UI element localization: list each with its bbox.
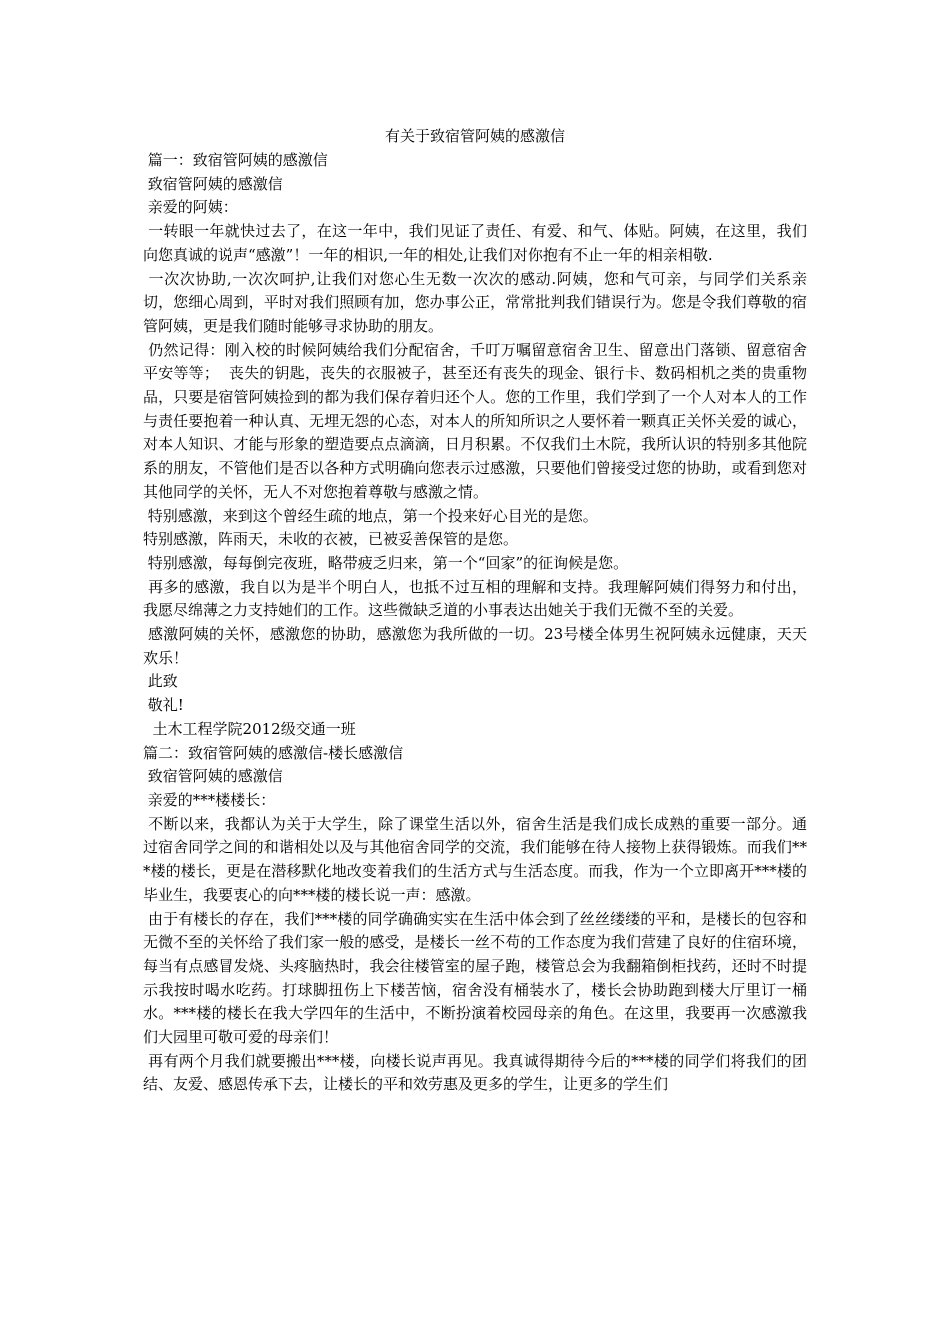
paragraph: 亲爱的阿姨： <box>143 198 238 217</box>
paragraph: 致宿管阿姨的感激信 <box>143 767 283 786</box>
paragraph: 特别感激，来到这个曾经生疏的地点，第一个投来好心目光的是您。 <box>143 506 598 525</box>
paragraph: 由于有楼长的存在，我们***楼的同学确确实实在生活中体会到了丝丝缕缕的平和，是楼长的包容和无微不至的关怀给了我们家一般的感受，是楼长一丝不苟的工作态度为我们营建了良好的住宿环境，每当有点感冒发烧、头疼脑热时，我会往楼管室的屋子跑，楼管总会为我翻箱倒柜找药，还时不时提示我按时喝水吃药。打球脚扭伤上下楼苦恼，宿舍没有桶装水了，楼长会协助跑到楼大厅里订一桶水。***楼的楼长在我大学四年的生活中，不断扮演着校园母亲的角色。在这里，我要再一次感激我们大园里可敬可爱的母亲们！ <box>143 909 807 1047</box>
paragraph: 一次次协助,一次次呵护,让我们对您心生无数一次次的感动.阿姨，您和气可亲，与同学们关系亲切，您细心周到，平时对我们照顾有加，您办事公正，常常批判我们错误行为。您是令我们尊敬的宿管阿姨，更是我们随时能够寻求协助的朋友。 <box>143 269 807 335</box>
closing-line: 此致 <box>143 672 178 691</box>
signature-line: 土木工程学院2012级交通一班 <box>143 719 356 738</box>
closing-line: 敬礼! <box>143 696 184 715</box>
paragraph: 亲爱的***楼楼长： <box>143 790 276 809</box>
paragraph: 特别感激，阵雨天，未收的衣被，已被妥善保管的是您。 <box>143 530 519 549</box>
paragraph: 再有两个月我们就要搬出***楼，向楼长说声再见。我真诚得期待今后的***楼的同学们将我们的团结、友爱、感恩传承下去，让楼长的平和效劳惠及更多的学生，让更多的学生们 <box>143 1051 807 1094</box>
paragraph: 一转眼一年就快过去了，在这一年中，我们见证了责任、有爱、和气、体贴。阿姨，在这里，我们向您真诚的说声“感激”！一年的相识,一年的相处,让我们对你抱有不止一年的相亲相敬. <box>143 222 807 264</box>
paragraph: 再多的感激，我自以为是半个明白人，也抵不过互相的理解和支持。我理解阿姨们得努力和付出，我愿尽绵薄之力支持她们的工作。这些微缺乏道的小事表达出她关于我们无微不至的关爱。 <box>143 577 807 620</box>
paragraph: 篇一：致宿管阿姨的感激信 <box>143 151 328 169</box>
document-title: 有关于致宿管阿姨的感激信 <box>384 127 565 145</box>
paragraph: 不断以来，我都认为关于大学生，除了课堂生活以外，宿舍生活是我们成长成熟的重要一部分。通过宿舍同学之间的和谐相处以及与其他宿舍同学的交流，我们能够在待人接物上获得锻炼。而我们***楼的楼长，更是在潜移默化地改变着我们的生活方式与生活态度。而我，作为一个立即离开***楼的毕业生，我要衷心的向***楼的楼长说一声：感激。 <box>143 814 807 904</box>
paragraph: 致宿管阿姨的感激信 <box>143 174 283 193</box>
section-heading: 篇二：致宿管阿姨的感激信-楼长感激信 <box>143 743 404 762</box>
paragraph: 特别感激，每每倒完夜班，略带疲乏归来，第一个“回家”的征询候是您。 <box>143 553 629 572</box>
document-body <box>143 149 807 1097</box>
paragraph: 仍然记得：刚入校的时候阿姨给我们分配宿舍，千叮万嘱留意宿舍卫生、留意出门落锁、留意宿舍平安等等； 丧失的钥匙，丧失的衣服被子，甚至还有丧失的现金、银行卡、数码相机之类的贵重物品，只要是宿管阿姨捡到的都为我们保存着归还个人。您的工作里，我们学到了一个人对本人的工作与责任要抱着一种认真、无埋无怨的心态，对本人的所知所识之人要怀着一颗真正关怀关爱的诚心，对本人知识、才能与形象的塑造要点点滴滴，日月积累。不仅我们土木院，我所认识的特别多其他院系的朋友，不管他们是否以各种方式明确向您表示过感激，只要他们曾接受过您的协助，或看到您对其他同学的关怀，无人不对您抱着尊敬与感激之情。 <box>143 340 807 501</box>
paragraph: 感激阿姨的关怀，感激您的协助，感激您为我所做的一切。23号楼全体男生祝阿姨永远健康，天天欢乐！ <box>143 625 807 667</box>
